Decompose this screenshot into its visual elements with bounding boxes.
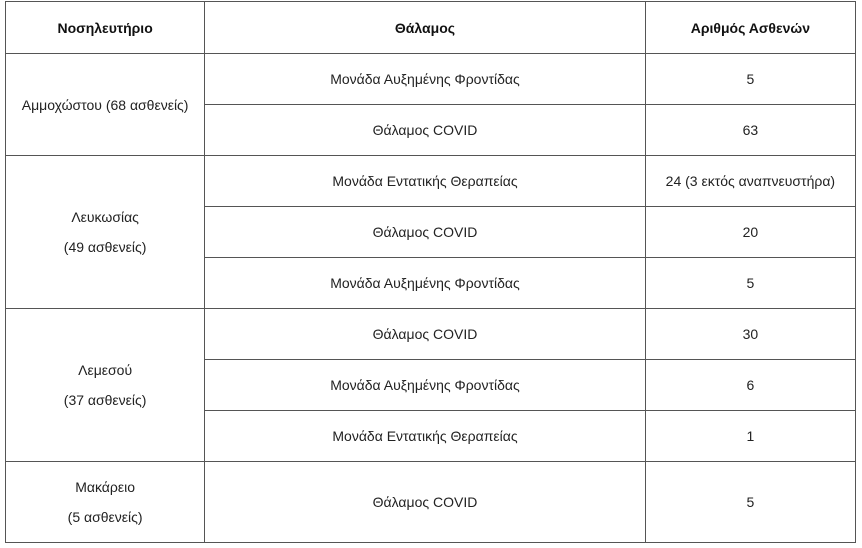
- patients-cell: 20: [645, 207, 855, 258]
- hospital-cell: [6, 462, 205, 543]
- hospital-patient-total: (5 ασθενείς): [67, 509, 143, 525]
- ward-cell: Μονάδα Αυξημένης Φροντίδας: [205, 54, 646, 105]
- hospital-name: Λεμεσού: [78, 362, 133, 378]
- hospital-patient-total: (37 ασθενείς): [63, 392, 147, 408]
- patients-cell: 24 (3 εκτός αναπνευστήρα): [645, 156, 855, 207]
- ward-cell: Θάλαμος COVID: [205, 309, 646, 360]
- hospital-cell: [6, 309, 205, 462]
- patients-cell: 1: [645, 411, 855, 462]
- patients-cell: 5: [645, 54, 855, 105]
- patients-cell: 6: [645, 360, 855, 411]
- ward-cell: Μονάδα Εντατικής Θεραπείας: [205, 156, 646, 207]
- table-row: [6, 462, 856, 543]
- table-row: [6, 54, 856, 105]
- ward-cell: Θάλαμος COVID: [205, 207, 646, 258]
- hospital-cell: [6, 54, 205, 156]
- header-hospital: Νοσηλευτήριο: [6, 2, 205, 54]
- table-row: [6, 309, 856, 360]
- hospital-cell: [6, 156, 205, 309]
- ward-cell: Μονάδα Αυξημένης Φροντίδας: [205, 258, 646, 309]
- hospital-name: Λευκωσίας: [71, 209, 139, 225]
- ward-cell: Θάλαμος COVID: [205, 462, 646, 543]
- hospital-patients-table: [5, 1, 856, 543]
- hospital-patient-total: (49 ασθενείς): [63, 239, 147, 255]
- hospital-name: Μακάρειο: [75, 479, 135, 495]
- ward-cell: Μονάδα Εντατικής Θεραπείας: [205, 411, 646, 462]
- table-header-row: [6, 2, 856, 54]
- ward-cell: Θάλαμος COVID: [205, 105, 646, 156]
- ward-cell: Μονάδα Αυξημένης Φροντίδας: [205, 360, 646, 411]
- patients-cell: 5: [645, 258, 855, 309]
- header-patients: Αριθμός Ασθενών: [645, 2, 855, 54]
- table-row: [6, 156, 856, 207]
- header-ward: Θάλαμος: [205, 2, 646, 54]
- hospital-name: Αμμοχώστου (68 ασθενείς): [21, 96, 189, 113]
- patients-cell: 5: [645, 462, 855, 543]
- patients-cell: 63: [645, 105, 855, 156]
- patients-cell: 30: [645, 309, 855, 360]
